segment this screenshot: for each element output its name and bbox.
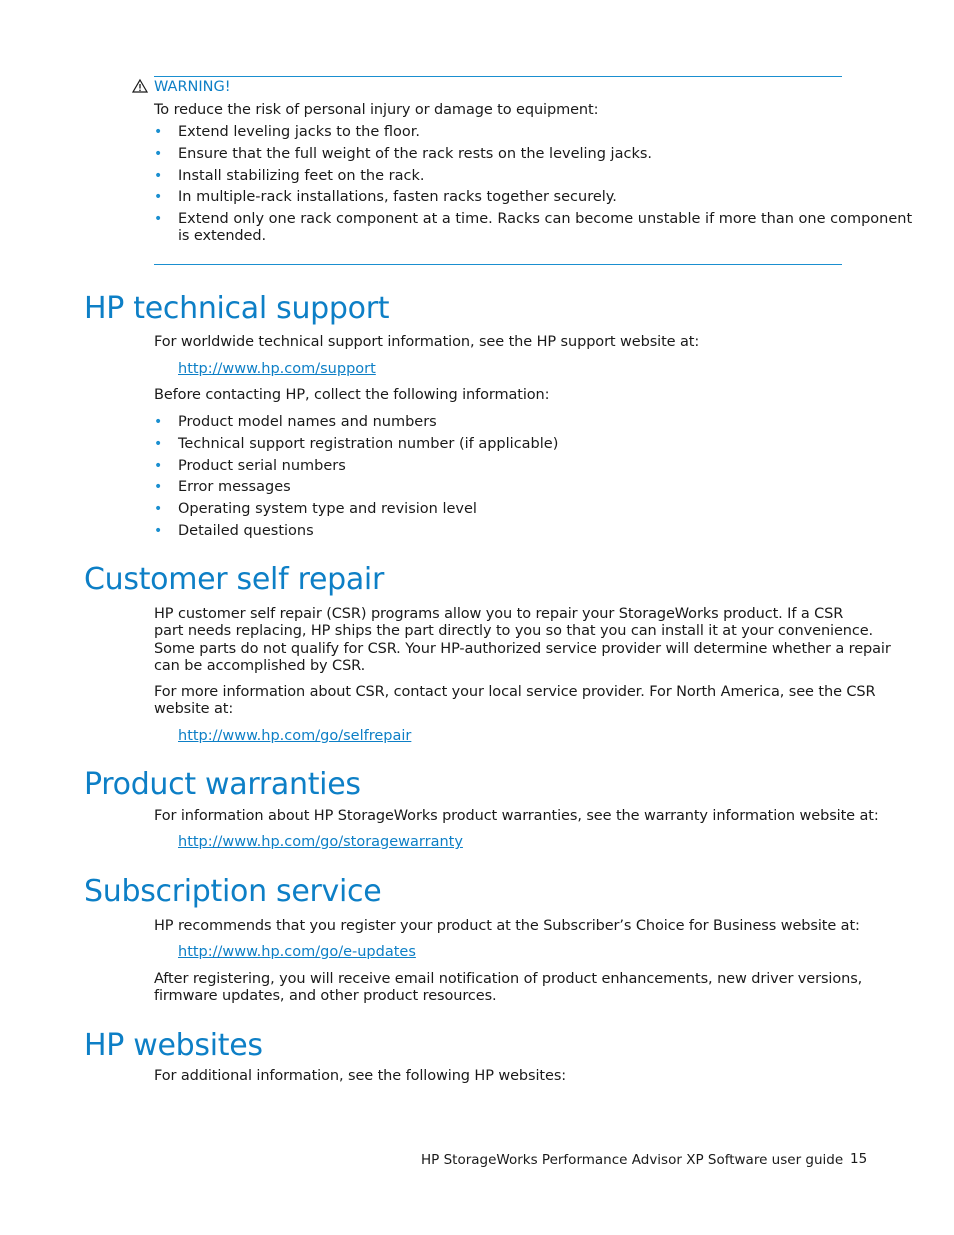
bullet-icon: • bbox=[154, 458, 163, 474]
bullet-icon: • bbox=[154, 211, 163, 227]
storagewarranty-link[interactable]: http://www.hp.com/go/storagewarranty bbox=[178, 834, 463, 850]
warranties-intro: For information about HP StorageWorks product warranties, see the warranty information website at: bbox=[154, 808, 879, 824]
bullet-icon: • bbox=[154, 168, 163, 184]
warning-title: WARNING! bbox=[154, 79, 231, 95]
csr-para1-line: can be accomplished by CSR. bbox=[154, 658, 366, 674]
bullet-icon: • bbox=[154, 479, 163, 495]
bullet-icon: • bbox=[154, 124, 163, 140]
bullet-icon: • bbox=[154, 523, 163, 539]
bullet-icon: • bbox=[154, 501, 163, 517]
subscription-intro: HP recommends that you register your product at the Subscriber’s Choice for Business website at: bbox=[154, 918, 860, 934]
footer-title: HP StorageWorks Performance Advisor XP Software user guide bbox=[421, 1152, 844, 1168]
page-number: 15 bbox=[850, 1151, 868, 1167]
websites-intro: For additional information, see the following HP websites: bbox=[154, 1068, 567, 1084]
section-heading-warranties: Product warranties bbox=[84, 767, 361, 802]
warning-top-rule bbox=[154, 76, 842, 77]
subscription-after-line: firmware updates, and other product resources. bbox=[154, 988, 497, 1004]
subscription-after-line: After registering, you will receive email notification of product enhancements, new driver versions, bbox=[154, 971, 863, 987]
list-item-continuation: is extended. bbox=[178, 228, 266, 244]
bullet-icon: • bbox=[154, 414, 163, 430]
bullet-icon: • bbox=[154, 189, 163, 205]
warning-intro: To reduce the risk of personal injury or damage to equipment: bbox=[154, 102, 599, 118]
csr-para1-line: Some parts do not qualify for CSR. Your HP-authorized service provider will determine whether a repair bbox=[154, 641, 891, 657]
selfrepair-link[interactable]: http://www.hp.com/go/selfrepair bbox=[178, 728, 412, 744]
csr-para1-line: part needs replacing, HP ships the part directly to you so that you can install it at your convenience. bbox=[154, 623, 874, 639]
bullet-icon: • bbox=[154, 146, 163, 162]
support-link[interactable]: http://www.hp.com/support bbox=[178, 361, 376, 377]
warning-bottom-rule bbox=[154, 264, 842, 265]
section-heading-csr: Customer self repair bbox=[84, 562, 385, 597]
tech-support-collect: Before contacting HP, collect the following information: bbox=[154, 387, 550, 403]
section-heading-subscription: Subscription service bbox=[84, 874, 382, 909]
section-heading-websites: HP websites bbox=[84, 1028, 263, 1063]
csr-para1-line: HP customer self repair (CSR) programs allow you to repair your StorageWorks product. If a CSR bbox=[154, 606, 844, 622]
warning-triangle-icon bbox=[132, 78, 148, 94]
section-heading-tech-support: HP technical support bbox=[84, 291, 390, 326]
csr-para2-line: For more information about CSR, contact your local service provider. For North America, see the CSR bbox=[154, 684, 876, 700]
bullet-icon: • bbox=[154, 436, 163, 452]
e-updates-link[interactable]: http://www.hp.com/go/e-updates bbox=[178, 944, 416, 960]
csr-para2-line: website at: bbox=[154, 701, 234, 717]
tech-support-intro: For worldwide technical support information, see the HP support website at: bbox=[154, 334, 700, 350]
